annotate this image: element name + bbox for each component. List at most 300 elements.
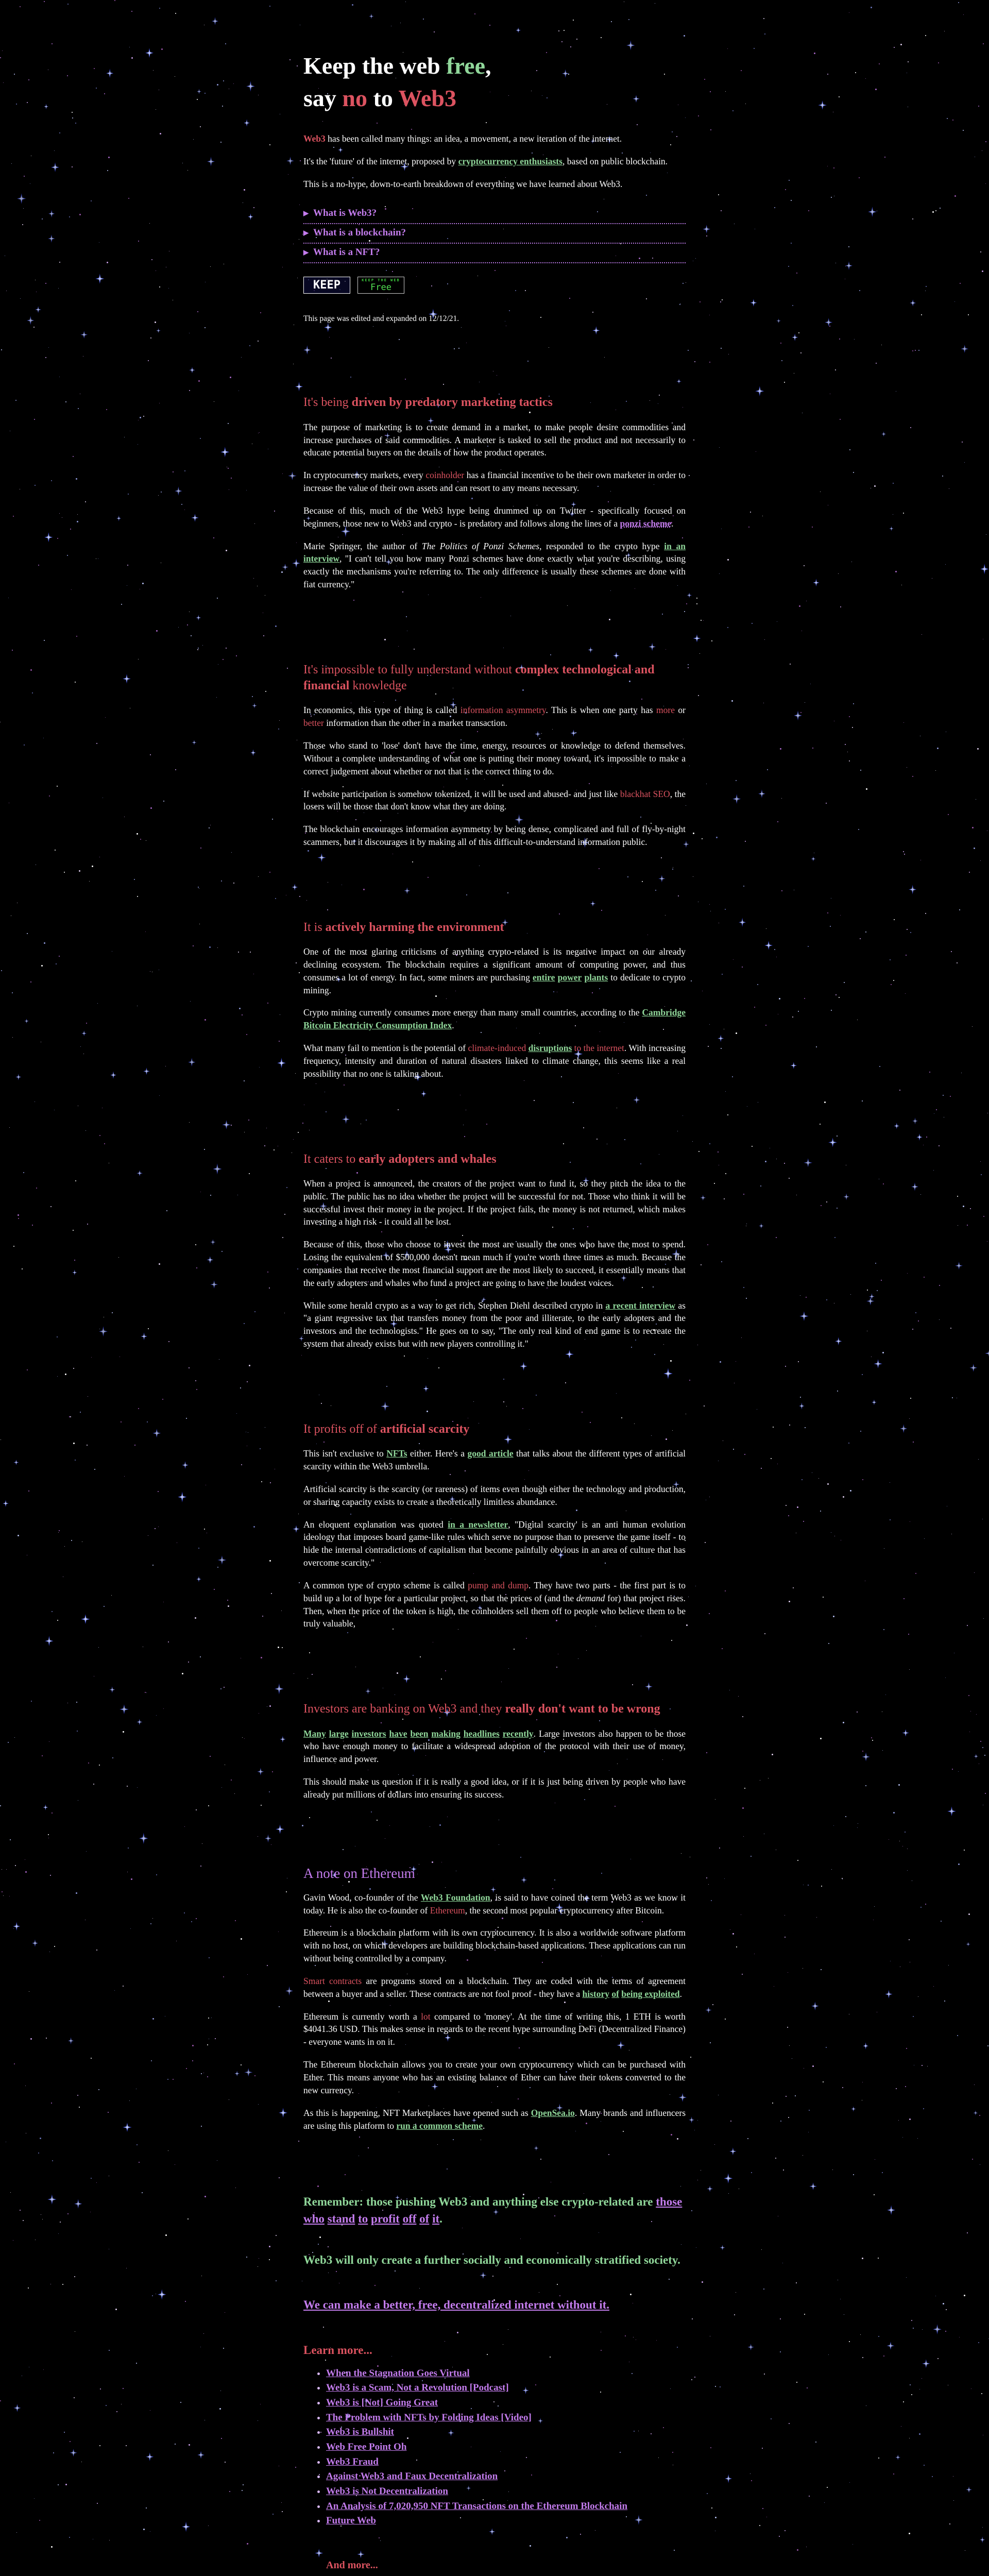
inline-link[interactable]: those <box>656 2195 683 2209</box>
sparkle-star-icon <box>922 2359 930 2368</box>
sparkle-star-icon <box>933 2324 942 2334</box>
sparkle-star-icon <box>292 884 298 891</box>
sparkle-star-icon <box>747 2344 754 2350</box>
sparkle-star-icon <box>191 514 199 522</box>
sparkle-star-icon <box>868 207 877 217</box>
sparkle-star-icon <box>70 2449 77 2457</box>
sparkle-star-icon <box>257 1768 264 1775</box>
text-segment: . With increasing frequency, intensity and duration of natural disasters linked to climate change, this seems like a real possibility that no one is talking about. <box>303 1043 686 1079</box>
paragraph <box>303 823 686 849</box>
text-segment: compared to 'money'. At the time of writing this, 1 ETH is worth $4041.36 USD. This makes sense in regards to the recent hype surrounding DeFi (Decentralized Finance) - everyone wants in on it. <box>303 2011 686 2047</box>
sparkle-star-icon <box>947 1806 956 1816</box>
text-segment: or <box>674 705 686 716</box>
sparkle-star-icon <box>192 740 197 745</box>
sparkle-star-icon <box>222 1120 231 1129</box>
paragraph <box>303 739 686 778</box>
section-heading <box>303 1151 686 1167</box>
text-segment: for) that project rises. Then, when the price of the token is high, the coinholders sell them off to people who believe them to be truly valuable, <box>303 1592 686 1629</box>
sparkle-star-icon <box>51 162 59 172</box>
paragraph <box>303 2010 686 2049</box>
sparkle-star-icon <box>43 1804 48 1810</box>
intro <box>303 132 686 191</box>
paragraph <box>303 1891 686 1917</box>
text-segment: climate-induced <box>468 1043 528 1054</box>
badge-top-label: KEEP THE WEB <box>362 278 400 282</box>
sparkle-star-icon <box>80 331 88 338</box>
accordion-what-is-nft <box>303 245 686 263</box>
text-segment: no <box>342 85 367 112</box>
paragraph <box>303 788 686 814</box>
list-item <box>326 2382 686 2395</box>
sparkle-star-icon <box>248 213 253 221</box>
sparkle-star-icon <box>909 885 916 894</box>
paragraph <box>303 155 686 168</box>
sparkle-star-icon <box>707 2185 713 2192</box>
sparkle-star-icon <box>279 2108 287 2118</box>
text-segment: free <box>446 53 485 79</box>
accordion-what-is-blockchain <box>303 225 686 244</box>
text-segment: information than the other in a market transaction. <box>323 718 508 728</box>
inline-link[interactable]: of <box>611 1988 619 1999</box>
sparkle-star-icon <box>116 515 121 521</box>
sparkle-star-icon <box>966 2486 972 2493</box>
sparkle-star-icon <box>974 1754 979 1759</box>
inline-link[interactable]: who <box>303 2212 325 2225</box>
sparkle-star-icon <box>212 17 218 25</box>
section-heading <box>303 395 686 411</box>
sparkle-star-icon <box>81 1030 87 1036</box>
sparkle-star-icon <box>197 89 201 94</box>
sparkle-star-icon <box>835 1337 842 1346</box>
paragraph <box>303 1975 686 2001</box>
text-segment: This should make us question if it is really a good idea, or if it is just being driven by people who have already put millions of dollars into ensuring its success. <box>303 1776 686 1800</box>
inline-link[interactable]: investors <box>351 1728 386 1739</box>
sparkle-star-icon <box>292 558 300 568</box>
sparkle-star-icon <box>74 2199 82 2209</box>
sparkle-star-icon <box>158 2289 166 2300</box>
paragraph <box>303 540 686 591</box>
sparkle-star-icon <box>13 2404 21 2412</box>
paragraph <box>303 421 686 460</box>
learn-more-list <box>303 2367 686 2528</box>
text-segment: . <box>452 1020 454 1031</box>
sparkle-star-icon <box>687 592 692 598</box>
text-segment: The Ethereum blockchain allows you to create your own cryptocurrency which can be purchased with Ether. This means anyone who has an existing balance of Ether can have their tokens converted to the new currency. <box>303 2059 686 2095</box>
resource-link[interactable]: Web3 is [Not] Going Great <box>326 2397 438 2408</box>
paragraph <box>303 1775 686 1801</box>
triangle-marker-icon: ▶ <box>303 209 309 217</box>
sparkle-star-icon <box>689 2116 694 2123</box>
sparkle-star-icon <box>47 2194 57 2205</box>
sparkle-star-icon <box>799 1402 805 1410</box>
text-segment: Smart contracts <box>303 1975 362 1986</box>
sparkle-star-icon <box>282 564 288 571</box>
inline-link[interactable]: in a newsletter <box>448 1519 508 1530</box>
sparkle-star-icon <box>45 1636 54 1646</box>
text-segment: knowledge <box>349 679 407 693</box>
sparkle-star-icon <box>794 710 802 721</box>
inline-link[interactable]: run a common scheme <box>396 2120 483 2131</box>
text-segment: Ethereum <box>430 1905 465 1916</box>
text-segment: When a project is announced, the creators of the project want to fund it, so they pitch the idea to the public. The public has no idea whether the project will be successful for not. Those who think it will be successful invest their money in the project. If the project fails, the money is not returned, which makes investing a high risk - it could all be lost. <box>303 1178 686 1227</box>
resource-link[interactable]: Web3 is a Scam, Not a Revolution [Podcast] <box>326 2382 509 2394</box>
sparkle-star-icon <box>178 1492 186 1502</box>
text-segment: . Large investors also happen to be those who have enough money to facilitate a widespread adoption of the protocol with their use of money, influence and power. <box>303 1728 686 1765</box>
paragraph <box>303 945 686 996</box>
sparkle-star-icon <box>828 1138 837 1147</box>
text-segment: It's the 'future' of the internet, proposed by <box>303 156 458 166</box>
edited-note: This page was edited and expanded on 12/12/21. <box>303 314 459 324</box>
sparkle-star-icon <box>818 100 827 110</box>
resource-link[interactable]: Web3 is Not Decentralization <box>326 2486 448 2497</box>
inline-link[interactable]: headlines <box>463 1728 500 1739</box>
sparkle-star-icon <box>265 1834 271 1843</box>
text-segment: either. Here's a <box>407 1448 468 1459</box>
sparkle-star-icon <box>759 1223 764 1229</box>
sparkle-star-icon <box>275 1683 284 1694</box>
article-section <box>303 395 686 590</box>
text-segment: Ethereum is a blockchain platform with its own cryptocurrency. It is also a worldwide software platform with no host, on which developers are building blockchain-based applications. These applications can run without being controlled by a company. <box>303 1927 686 1964</box>
ethereum-note-heading: A note on Ethereum <box>303 1865 415 1881</box>
inline-link[interactable]: stand <box>327 2212 355 2225</box>
sparkle-star-icon <box>175 486 182 496</box>
text-segment: The blockchain encourages information asymmetry by being dense, complicated and full of fly-by-night scammers, but it discourages it by making all of this difficult-to-understand information public. <box>303 824 686 848</box>
text-segment: A common type of crypto scheme is called <box>303 1580 468 1590</box>
inline-link[interactable]: Many <box>303 1728 326 1739</box>
text-segment: Artificial scarcity is the scarcity (or rareness) of items even though either the technology and production, or sharing capacity exists to create a theoretically limitless abundance. <box>303 1483 686 1507</box>
article-section <box>303 1151 686 1350</box>
sparkle-star-icon <box>110 1071 116 1079</box>
text-segment: to dedicate to crypto mining. <box>303 972 686 995</box>
sparkle-star-icon <box>973 2110 978 2115</box>
inline-link[interactable]: large <box>329 1728 349 1739</box>
sparkle-star-icon <box>703 225 710 233</box>
resource-link[interactable]: Web3 is Bullshit <box>326 2427 394 2438</box>
text-segment: Web3 <box>303 133 326 144</box>
inline-link[interactable]: power <box>557 972 582 982</box>
sparkle-star-icon <box>276 1824 284 1834</box>
text-segment: complex technological and financial <box>303 663 655 693</box>
sparkle-star-icon <box>961 345 968 353</box>
sparkle-star-icon <box>24 1019 29 1024</box>
page-title <box>303 49 686 115</box>
inline-link[interactable]: good article <box>467 1448 514 1459</box>
inline-link[interactable]: of <box>419 2212 430 2225</box>
text-segment: . Many brands and influencers are using this platform to <box>303 2107 686 2131</box>
accordion-summary-nft[interactable] <box>303 247 686 258</box>
paragraph <box>303 1299 686 1350</box>
inline-link[interactable]: ponzi scheme <box>620 518 672 529</box>
sparkle-star-icon <box>293 1525 300 1533</box>
article-section <box>303 920 686 1080</box>
sparkle-star-icon <box>197 2451 204 2459</box>
text-segment: , <box>485 53 491 79</box>
sparkle-star-icon <box>739 918 746 927</box>
paragraph <box>303 1042 686 1080</box>
page-content <box>303 0 686 2576</box>
list-item <box>326 2456 686 2469</box>
keep-badge[interactable] <box>303 277 350 294</box>
text-segment: demand <box>576 1592 605 1603</box>
text-segment: Remember: those pushing Web3 and anything else crypto-related are <box>303 2195 656 2209</box>
sparkle-star-icon <box>790 1062 797 1069</box>
sparkle-star-icon <box>189 367 195 374</box>
sparkle-star-icon <box>862 1752 870 1761</box>
resource-link[interactable]: Against Web3 and Faux Decentralization <box>326 2471 498 2482</box>
sparkle-star-icon <box>27 316 35 325</box>
text-segment: to the internet <box>572 1043 624 1054</box>
inline-link[interactable]: NFTs <box>386 1448 407 1459</box>
sparkle-star-icon <box>813 579 820 587</box>
text-segment: , "Digital scarcity' is an anti human evolution ideology that imposes board game-like rules which serve no purpose than to preserve the game itself - to hide the internal contradictions of capitalism that become painfully obvious in an area of culture that has overcome scarcity." <box>303 1519 686 1568</box>
sparkle-star-icon <box>885 1990 893 1998</box>
paragraph <box>303 1579 686 1630</box>
paragraph <box>303 1447 686 1473</box>
resource-link[interactable]: The Problem with NFTs by Folding Ideas [Video] <box>326 2412 532 2423</box>
text-segment: Crypto mining currently consumes more energy than many small countries, according to the <box>303 1007 642 1018</box>
sparkle-star-icon <box>955 1262 963 1269</box>
sparkle-star-icon <box>776 318 781 324</box>
text-segment: Marie Springer, the author of <box>303 540 422 551</box>
sparkle-star-icon <box>123 2123 132 2132</box>
sparkle-star-icon <box>156 328 161 333</box>
text-segment: driven by predatory marketing tactics <box>351 396 553 410</box>
sparkle-star-icon <box>764 941 773 950</box>
text-segment: In economics, this type of thing is called <box>303 705 461 716</box>
paragraph <box>303 178 686 191</box>
sparkle-star-icon <box>280 1736 286 1743</box>
sparkle-star-icon <box>900 1424 907 1433</box>
paragraph <box>303 2107 686 2132</box>
section-heading <box>303 1421 686 1437</box>
sparkle-star-icon <box>217 1555 227 1565</box>
web-badges <box>303 277 686 294</box>
resource-link[interactable]: Web3 Fraud <box>326 2456 379 2467</box>
sparkle-star-icon <box>188 1058 196 1066</box>
sparkle-star-icon <box>139 1833 148 1844</box>
sparkle-star-icon <box>851 2106 856 2112</box>
inline-link[interactable]: plants <box>584 972 608 982</box>
inline-link[interactable]: We can make a better, free, decentralized internet without it. <box>303 2298 610 2311</box>
text-segment: Those who stand to 'lose' don't have the time, energy, resources or knowledge to defend themselves. Without a complete understanding of what one is putting their money toward, it's impossible to make a correct judgement about whether or not that is the correct thing to do. <box>303 740 686 776</box>
sparkle-star-icon <box>182 2521 190 2532</box>
text-segment: It's being <box>303 396 352 410</box>
text-segment: has a financial incentive to be their own marketer in order to increase the value of their own assets and can resort to any means necessary. <box>303 470 686 494</box>
inline-link[interactable]: Web3 Foundation <box>420 1892 490 1903</box>
inline-link[interactable]: been <box>410 1728 429 1739</box>
text-segment: As this is happening, NFT Marketplaces have opened such as <box>303 2107 531 2118</box>
sparkle-star-icon <box>872 1399 877 1405</box>
sparkle-star-icon <box>244 119 250 127</box>
sparkle-star-icon <box>874 1359 882 1368</box>
sparkle-star-icon <box>196 1576 201 1582</box>
inline-link[interactable]: Cambridge Bitcoin Electricity Consumption Index <box>303 1007 686 1031</box>
sparkle-star-icon <box>210 1280 218 1289</box>
text-segment: to <box>367 85 399 112</box>
text-segment: has been called many things: an idea, a movement, a new iteration of the internet. <box>325 133 622 144</box>
sparkle-star-icon <box>106 69 113 78</box>
sparkle-star-icon <box>17 193 26 204</box>
inline-link[interactable]: to <box>358 2212 368 2225</box>
sparkle-star-icon <box>720 2245 725 2250</box>
inline-link[interactable]: disruptions <box>528 1043 572 1054</box>
sparkle-star-icon <box>246 81 255 92</box>
page-title-line1 <box>303 49 686 82</box>
sparkle-star-icon <box>911 1182 918 1191</box>
sparkle-star-icon <box>700 1195 706 1201</box>
text-segment: Web3 will only create a further socially and economically stratified society. <box>303 2253 680 2266</box>
sparkle-star-icon <box>916 1133 923 1141</box>
sparkle-star-icon <box>910 299 916 307</box>
article-section <box>303 1421 686 1630</box>
paragraph <box>303 704 686 730</box>
text-segment: Investors are banking on Web3 and they <box>303 1702 505 1716</box>
text-segment: lot <box>421 2011 431 2022</box>
sparkle-star-icon <box>72 1269 77 1276</box>
list-item <box>326 2441 686 2454</box>
sparkle-star-icon <box>137 1719 143 1725</box>
text-segment: as "a giant regressive tax that transfers money from the poor and illiterate, to the early adopters and the investors and the technologists." He goes on to say, "The only real kind of end game is to recreate the system that already exists but with new players controlling it." <box>303 1300 686 1349</box>
and-more-heading: And more... <box>326 2560 378 2571</box>
sparkle-star-icon <box>48 234 55 243</box>
sparkle-star-icon <box>811 2002 819 2010</box>
text-segment: In cryptocurrency markets, every <box>303 470 426 481</box>
sparkle-star-icon <box>285 1986 293 1996</box>
text-segment: , based on public blockchain. <box>562 156 668 166</box>
text-segment: It caters to <box>303 1152 359 1166</box>
text-segment: . This is when one party has <box>545 705 656 716</box>
text-segment: . <box>439 2212 442 2225</box>
sparkle-star-icon <box>143 1067 150 1075</box>
paragraph <box>303 504 686 530</box>
inline-link[interactable]: history <box>582 1988 609 1999</box>
paragraph <box>303 1238 686 1289</box>
sparkle-star-icon <box>980 2536 985 2543</box>
inline-link[interactable]: recently <box>502 1728 534 1739</box>
sparkle-star-icon <box>792 333 798 342</box>
section-heading <box>303 662 686 694</box>
resource-link[interactable]: When the Stagnation Goes Virtual <box>326 2367 470 2379</box>
badge-bottom-label: Free <box>370 282 391 293</box>
inline-link[interactable]: in an interview <box>303 540 686 564</box>
sparkle-star-icon <box>811 856 816 861</box>
text-segment: really don't want to be wrong <box>505 1702 660 1716</box>
sparkle-star-icon <box>137 1170 143 1176</box>
paragraph <box>303 1518 686 1569</box>
sparkle-star-icon <box>889 526 894 531</box>
inline-link[interactable]: profit <box>371 2212 400 2225</box>
sparkle-star-icon <box>182 1461 189 1469</box>
inline-link[interactable]: off <box>402 2212 417 2225</box>
text-segment: , the second most popular cryptocurrency after Bitcoin. <box>465 1905 664 1916</box>
paragraph <box>303 1483 686 1509</box>
sparkle-star-icon <box>845 261 852 270</box>
text-segment: Gavin Wood, co-founder of the <box>303 1892 421 1903</box>
inline-link[interactable]: a recent interview <box>605 1300 676 1311</box>
sparkle-star-icon <box>895 2454 900 2460</box>
inline-link[interactable]: have <box>389 1728 407 1739</box>
sparkle-star-icon <box>210 1239 216 1245</box>
text-segment: The purpose of marketing is to create demand in a market, to make people desire commodities and increase purchases of said commodities. A marketer is tasked to sell the product and not necessarily to educate potential buyers on the details of how the product operates. <box>303 421 686 458</box>
text-segment: Web3 <box>398 85 456 112</box>
resource-link[interactable]: Web Free Point Oh <box>326 2442 407 2453</box>
keep-the-web-free-badge[interactable] <box>357 277 404 294</box>
sparkle-star-icon <box>886 2342 895 2350</box>
accordion-summary-blockchain[interactable] <box>303 227 686 239</box>
paragraph <box>303 132 686 145</box>
sparkle-star-icon <box>48 210 55 218</box>
sparkle-star-icon <box>44 532 53 543</box>
text-segment: This isn't exclusive to <box>303 1448 387 1459</box>
sparkle-star-icon <box>869 1293 875 1300</box>
text-segment: say <box>303 85 343 112</box>
sparkle-star-icon <box>866 1297 875 1306</box>
resource-link[interactable]: Future Web <box>326 2515 376 2527</box>
inline-link[interactable]: OpenSea.io <box>531 2107 575 2118</box>
inline-link[interactable]: making <box>431 1728 461 1739</box>
list-item <box>326 2412 686 2425</box>
list-item <box>326 2426 686 2439</box>
sparkle-star-icon <box>213 1163 222 1175</box>
paragraph <box>303 469 686 495</box>
paragraph <box>303 1006 686 1032</box>
sparkle-star-icon <box>725 2474 732 2483</box>
text-segment: Keep the web <box>303 53 447 79</box>
text-segment: It is <box>303 920 326 934</box>
sparkle-star-icon <box>718 1035 724 1042</box>
sparkle-star-icon <box>825 318 832 327</box>
sparkle-star-icon <box>729 2147 737 2156</box>
sparkle-star-icon <box>758 789 765 798</box>
resource-link[interactable]: An Analysis of 7,020,950 NFT Transactions on the Ethereum Blockchain <box>326 2500 628 2512</box>
inline-link[interactable]: being exploited <box>621 1988 680 1999</box>
text-segment: . <box>679 1988 682 1999</box>
text-segment: . <box>671 518 674 529</box>
sparkle-star-icon <box>755 386 764 396</box>
paragraph <box>303 1177 686 1228</box>
list-item <box>326 2500 686 2513</box>
faq-accordion <box>303 206 686 263</box>
text-segment: are programs stored on a blockchain. They are coded with the terms of agreement between a buyer and a seller. These contracts are not fool proof - they have a <box>303 1975 686 1999</box>
sparkle-star-icon <box>207 157 215 166</box>
text-segment: This is a no-hype, down-to-earth breakdown of everything we have learned about Web3. <box>303 178 623 189</box>
text-segment: early adopters and whales <box>359 1152 497 1166</box>
article-section <box>303 662 686 849</box>
sparkle-star-icon <box>44 104 48 110</box>
closing-block <box>303 2194 686 2576</box>
text-segment: , "I can't tell you how many Ponzi schemes have done exactly what you're describing, using exactly the mechanisms you're referring to. The only difference is usually these schemes are done with fiat currency." <box>303 553 686 590</box>
accordion-what-is-web3 <box>303 206 686 224</box>
inline-link[interactable]: it <box>432 2212 440 2225</box>
sparkle-star-icon <box>843 1193 849 1200</box>
sparkle-star-icon <box>286 157 294 165</box>
sparkle-star-icon <box>295 382 303 392</box>
text-segment: actively harming the environment <box>325 920 504 934</box>
better-internet-statement <box>303 2297 686 2314</box>
sparkle-star-icon <box>809 2182 817 2190</box>
list-item <box>326 2367 686 2380</box>
accordion-summary-web3[interactable] <box>303 208 686 219</box>
section-heading <box>303 1701 686 1717</box>
sparkle-star-icon <box>804 1158 812 1167</box>
stratified-statement <box>303 2252 686 2268</box>
inline-link[interactable]: entire <box>533 972 555 982</box>
sparkle-star-icon <box>32 1939 38 1947</box>
article-section <box>303 1701 686 1801</box>
text-segment: It's impossible to fully understand without <box>303 663 515 676</box>
inline-link[interactable]: cryptocurrency enthusiasts <box>458 156 562 166</box>
paragraph <box>303 1727 686 1766</box>
